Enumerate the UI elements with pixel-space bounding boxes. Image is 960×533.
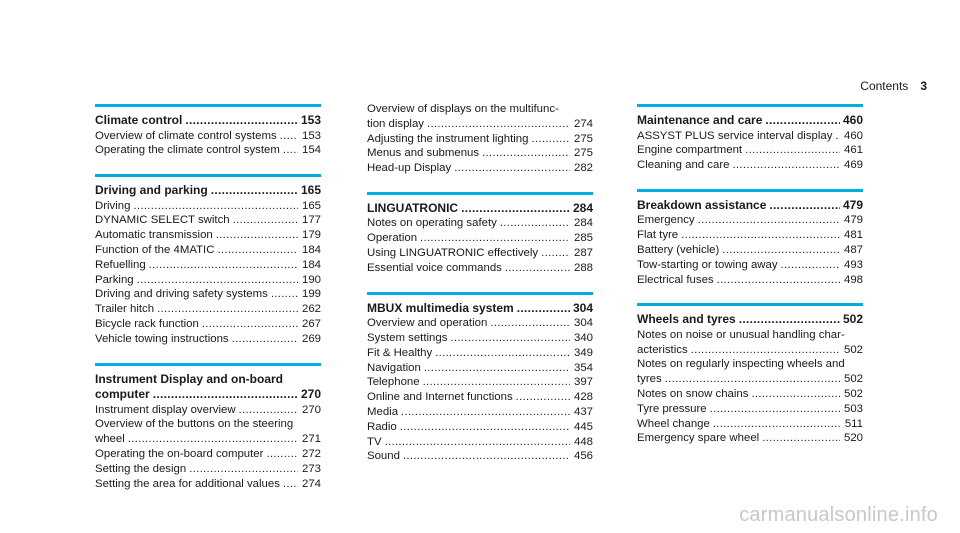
toc-entry[interactable]	[367, 261, 593, 276]
toc-entry-page: 262	[301, 303, 321, 316]
toc-entry-text: Online and Internet functions	[367, 391, 513, 404]
toc-entry-page: 274	[573, 117, 593, 130]
section-title-page: 165	[300, 183, 321, 198]
toc-entry-text: Notes on operating safety	[367, 217, 497, 230]
toc-entry-text: Bicycle rack function	[95, 317, 199, 330]
toc-entry[interactable]	[367, 390, 593, 405]
dot-leader	[681, 228, 840, 243]
toc-entry[interactable]	[95, 287, 321, 302]
toc-entry-text: Notes on snow chains	[637, 388, 749, 401]
toc-entry[interactable]	[637, 402, 863, 417]
header-title: Contents	[860, 79, 909, 93]
toc-entry-page: 184	[301, 243, 321, 256]
dot-leader	[505, 261, 570, 276]
toc-entry[interactable]	[367, 346, 593, 361]
toc-entry-text: Essential voice commands	[367, 261, 502, 274]
toc-entry[interactable]	[637, 372, 863, 387]
dot-leader	[762, 431, 840, 446]
section-title[interactable]	[95, 183, 321, 199]
dot-leader	[189, 462, 298, 477]
toc-entry-page: 273	[301, 462, 321, 475]
toc-entry-text: Operating the on-board computer	[95, 447, 264, 460]
toc-entry-page: 354	[573, 361, 593, 374]
toc-entry[interactable]	[95, 317, 321, 332]
toc-entry[interactable]	[637, 343, 863, 358]
toc-entry[interactable]	[367, 161, 593, 176]
toc-entry-text: Emergency spare wheel	[637, 432, 760, 445]
section-title[interactable]	[637, 312, 863, 328]
toc-entry-page: 190	[301, 273, 321, 286]
section-title-page: 304	[572, 300, 593, 315]
toc-entry-page: 285	[573, 232, 593, 245]
toc-entry-page: 502	[843, 388, 863, 401]
section-rule	[367, 292, 593, 295]
dot-leader	[217, 243, 298, 258]
toc-entry[interactable]	[95, 462, 321, 477]
toc-entry-text: Wheel change	[637, 417, 710, 430]
dot-leader	[454, 161, 570, 176]
toc-entry[interactable]	[637, 158, 863, 173]
toc-column-2	[367, 104, 593, 480]
toc-entry-page: 267	[301, 317, 321, 330]
toc-entry-text: Engine compartment	[637, 144, 743, 157]
toc-section	[367, 192, 593, 276]
toc-entry[interactable]	[637, 273, 863, 288]
toc-entry-page: 520	[843, 432, 863, 445]
section-title-page: 284	[572, 200, 593, 215]
section-title-page: 502	[842, 312, 863, 327]
section-title-page: 479	[842, 197, 863, 212]
section-title-text: Breakdown assistance	[637, 197, 767, 212]
toc-entry[interactable]	[95, 273, 321, 288]
toc-entry[interactable]	[367, 331, 593, 346]
toc-column-1	[95, 104, 321, 507]
section-title[interactable]	[367, 201, 593, 217]
toc-entry[interactable]	[367, 117, 593, 132]
dot-leader	[283, 477, 298, 492]
toc-entry-page: 437	[573, 405, 593, 418]
toc-entry-page: 199	[301, 288, 321, 301]
section-rule	[367, 192, 593, 195]
toc-entry-page: 177	[301, 214, 321, 227]
toc-entry-text: Telephone	[367, 376, 420, 389]
section-rule	[95, 174, 321, 177]
dot-leader	[490, 316, 570, 331]
toc-entry-page: 304	[573, 317, 593, 330]
dot-leader	[665, 372, 840, 387]
dot-leader	[185, 113, 298, 129]
toc-entry[interactable]	[95, 228, 321, 243]
dot-leader	[239, 403, 298, 418]
dot-leader	[531, 132, 570, 147]
toc-entry[interactable]	[367, 449, 593, 464]
toc-entry-text: System settings	[367, 331, 448, 344]
section-title-text: computer	[95, 387, 150, 402]
dot-leader	[401, 405, 570, 420]
toc-entry-text: Parking	[95, 273, 134, 286]
toc-entry-text: Driving	[95, 199, 131, 212]
toc-entry[interactable]	[95, 477, 321, 492]
dot-leader	[713, 417, 840, 432]
toc-entry-page: 275	[573, 147, 593, 160]
toc-entry-page: 428	[573, 391, 593, 404]
dot-leader	[202, 317, 298, 332]
toc-entry[interactable]	[367, 420, 593, 435]
toc-section	[637, 303, 863, 446]
toc-entry-text: Flat tyre	[637, 229, 679, 242]
toc-entry[interactable]	[637, 417, 863, 432]
toc-entry-text: Fit & Healthy	[367, 346, 433, 359]
section-title[interactable]	[637, 198, 863, 214]
toc-entry[interactable]	[637, 213, 863, 228]
toc-entry-page: 153	[301, 129, 321, 142]
dot-leader	[137, 273, 298, 288]
section-title-text: Climate control	[95, 113, 183, 127]
toc-entry-text: DYNAMIC SELECT switch	[95, 214, 230, 227]
toc-entry-page: 461	[843, 144, 863, 157]
toc-entry-text: TV	[367, 435, 382, 448]
dot-leader	[732, 158, 840, 173]
page-header	[860, 79, 927, 93]
toc-entry-text: Overview and operation	[367, 317, 488, 330]
section-title-page: 153	[300, 113, 321, 127]
toc-entry-text: Setting the area for additional values	[95, 477, 280, 490]
dot-leader	[450, 331, 570, 346]
toc-section	[367, 102, 593, 176]
dot-leader	[541, 246, 570, 261]
toc-entry-text: Driving and driving safety systems	[95, 288, 268, 301]
section-title-text: Wheels and tyres	[637, 312, 736, 327]
toc-entry-page: 184	[301, 258, 321, 271]
toc-entry[interactable]	[95, 403, 321, 418]
dot-leader	[516, 390, 570, 405]
toc-section	[367, 292, 593, 464]
dot-leader	[710, 402, 840, 417]
toc-entry-page: 272	[301, 447, 321, 460]
toc-entry-text: Navigation	[367, 361, 421, 374]
toc-entry[interactable]	[637, 258, 863, 273]
section-title-text: Driving and parking	[95, 183, 208, 198]
dot-leader	[157, 302, 298, 317]
toc-entry[interactable]	[637, 228, 863, 243]
dot-leader	[722, 243, 840, 258]
toc-entry-text: Tow-starting or towing away	[637, 258, 778, 271]
dot-leader	[781, 258, 840, 273]
dot-leader	[385, 435, 570, 450]
dot-leader	[216, 228, 298, 243]
toc-entry[interactable]	[637, 431, 863, 446]
section-rule	[95, 104, 321, 107]
dot-leader	[128, 432, 298, 447]
toc-entry-text: Setting the design	[95, 462, 187, 475]
toc-section	[95, 363, 321, 492]
toc-entry-text: Overview of climate control systems	[95, 129, 277, 142]
dot-leader	[149, 258, 298, 273]
dot-leader	[765, 113, 840, 129]
toc-column-3	[637, 104, 863, 462]
toc-entry[interactable]	[367, 405, 593, 420]
dot-leader	[745, 143, 840, 158]
toc-section	[95, 104, 321, 158]
toc-entry-page: 448	[573, 435, 593, 448]
dot-leader	[153, 387, 298, 403]
toc-entry[interactable]	[95, 213, 321, 228]
toc-entry-text: Vehicle towing instructions	[95, 332, 229, 345]
toc-entry-page: 271	[301, 433, 321, 446]
dot-leader	[280, 129, 298, 144]
section-title[interactable]	[95, 387, 321, 403]
toc-entry-text: Battery (vehicle)	[637, 243, 720, 256]
toc-entry[interactable]	[95, 243, 321, 258]
toc-entry-page: 498	[843, 273, 863, 286]
toc-entry[interactable]	[95, 432, 321, 447]
section-title-line: Instrument Display and on-board	[95, 371, 284, 386]
toc-entry-page: 165	[301, 199, 321, 212]
toc-entry[interactable]	[95, 199, 321, 214]
toc-entry-page: 487	[843, 243, 863, 256]
toc-entry-page: 340	[573, 331, 593, 344]
toc-entry-page: 469	[843, 159, 863, 172]
toc-entry-page: 456	[573, 450, 593, 463]
toc-entry[interactable]	[637, 129, 863, 144]
toc-entry-text: Emergency	[637, 214, 695, 227]
section-title-page: 270	[300, 387, 321, 402]
toc-entry[interactable]	[367, 146, 593, 161]
toc-entry-page: 397	[573, 376, 593, 389]
toc-entry-page: 275	[573, 132, 593, 145]
toc-entry-text: Operating the climate control system	[95, 144, 280, 157]
toc-entry-line: Overview of the buttons on the steering	[95, 418, 294, 431]
toc-entry-text: Adjusting the instrument lighting	[367, 132, 529, 145]
dot-leader	[403, 449, 570, 464]
toc-entry[interactable]	[637, 143, 863, 158]
toc-entry-page: 493	[843, 258, 863, 271]
toc-entry[interactable]	[367, 435, 593, 450]
toc-entry-text: Refuelling	[95, 258, 146, 271]
toc-entry-page: 479	[843, 214, 863, 227]
toc-entry-line: Notes on noise or unusual handling char-	[637, 328, 845, 341]
toc-entry-text: Media	[367, 405, 399, 418]
toc-entry-page: 511	[844, 417, 863, 430]
toc-entry-page: 481	[843, 229, 863, 242]
toc-section	[637, 189, 863, 287]
toc-entry-page: 287	[573, 247, 593, 260]
dot-leader	[698, 213, 840, 228]
toc-entry-page: 502	[843, 343, 863, 356]
dot-leader	[717, 273, 840, 288]
toc-entry-page: 270	[301, 403, 321, 416]
toc-entry-text: Menus and submenus	[367, 147, 480, 160]
toc-entry[interactable]	[637, 243, 863, 258]
dot-leader	[739, 312, 840, 328]
toc-entry-page: 445	[573, 420, 593, 433]
watermark: carmanualsonline.info	[739, 504, 938, 526]
toc-section	[95, 174, 321, 346]
dot-leader	[266, 447, 298, 462]
dot-leader	[461, 201, 570, 217]
toc-entry[interactable]	[367, 246, 593, 261]
toc-entry-text: Instrument display overview	[95, 403, 236, 416]
toc-entry[interactable]	[367, 216, 593, 231]
toc-entry-text: Function of the 4MATIC	[95, 243, 215, 256]
dot-leader	[500, 216, 570, 231]
dot-leader	[482, 146, 570, 161]
toc-entry[interactable]	[367, 316, 593, 331]
toc-entry-text: Using LINGUATRONIC effectively	[367, 247, 539, 260]
toc-entry[interactable]	[95, 447, 321, 462]
dot-leader	[232, 332, 298, 347]
section-title[interactable]	[95, 113, 321, 129]
toc-entry-text: Trailer hitch	[95, 303, 155, 316]
toc-entry-page: 284	[573, 217, 593, 230]
dot-leader	[420, 231, 570, 246]
toc-entry-line: Notes on regularly inspecting wheels and	[637, 358, 845, 371]
section-rule	[637, 104, 863, 107]
section-title-text: LINGUATRONIC	[367, 200, 459, 215]
dot-leader	[435, 346, 570, 361]
toc-entry[interactable]	[637, 387, 863, 402]
dot-leader	[211, 183, 298, 199]
dot-leader	[424, 361, 570, 376]
toc-entry[interactable]	[367, 375, 593, 390]
toc-entry-text: Head-up Display	[367, 162, 452, 175]
toc-entry-page: 154	[301, 144, 321, 157]
toc-entry-page: 349	[573, 346, 593, 359]
toc-entry-text: Cleaning and care	[637, 159, 730, 172]
section-rule	[95, 363, 321, 366]
toc-entry-page: 269	[301, 332, 321, 345]
toc-entry-text: wheel	[95, 433, 125, 446]
toc-entry[interactable]	[95, 143, 321, 158]
toc-entry-page: 502	[843, 373, 863, 386]
toc-entry-text: Operation	[367, 232, 418, 245]
page-number: 3	[920, 79, 927, 93]
dot-leader	[233, 213, 298, 228]
dot-leader	[271, 287, 298, 302]
toc-entry-page: 274	[301, 477, 321, 490]
dot-leader	[517, 301, 570, 317]
toc-entry-page: 460	[843, 129, 863, 142]
section-title[interactable]	[367, 301, 593, 317]
toc-entry-text: Radio	[367, 420, 397, 433]
dot-leader	[283, 143, 298, 158]
toc-entry-text: Electrical fuses	[637, 273, 714, 286]
section-rule	[637, 189, 863, 192]
toc-entry[interactable]	[95, 129, 321, 144]
toc-entry[interactable]	[367, 361, 593, 376]
section-title[interactable]	[637, 113, 863, 129]
toc-entry-text: acteristics	[637, 343, 688, 356]
toc-entry-page: 282	[573, 162, 593, 175]
toc-entry-text: Sound	[367, 450, 400, 463]
dot-leader	[133, 199, 298, 214]
dot-leader	[751, 387, 840, 402]
dot-leader	[400, 420, 570, 435]
toc-entry-text: ASSYST PLUS service interval display	[637, 129, 833, 142]
section-title-text: MBUX multimedia system	[367, 300, 514, 315]
section-title-page: 460	[842, 113, 863, 127]
toc-entry-page: 179	[301, 229, 321, 242]
toc-entry[interactable]	[367, 132, 593, 147]
toc-entry-page: 288	[573, 261, 593, 274]
toc-entry-text: Automatic transmission	[95, 229, 213, 242]
section-title-text: Maintenance and care	[637, 113, 763, 127]
toc-entry-text: tyres	[637, 373, 662, 386]
dot-leader	[691, 343, 840, 358]
toc-entry-page: 503	[843, 402, 863, 415]
dot-leader	[427, 117, 570, 132]
toc-entry-text: Tyre pressure	[637, 402, 707, 415]
toc-entry-line: Overview of displays on the multifunc-	[367, 103, 559, 115]
section-rule	[637, 303, 863, 306]
toc-entry[interactable]	[95, 332, 321, 347]
toc-entry-text: tion display	[367, 117, 424, 130]
toc-entry[interactable]	[95, 302, 321, 317]
dot-leader	[769, 198, 840, 214]
dot-leader	[835, 129, 840, 144]
dot-leader	[423, 375, 570, 390]
toc-section	[637, 104, 863, 173]
toc-entry[interactable]	[367, 231, 593, 246]
toc-entry[interactable]	[95, 258, 321, 273]
